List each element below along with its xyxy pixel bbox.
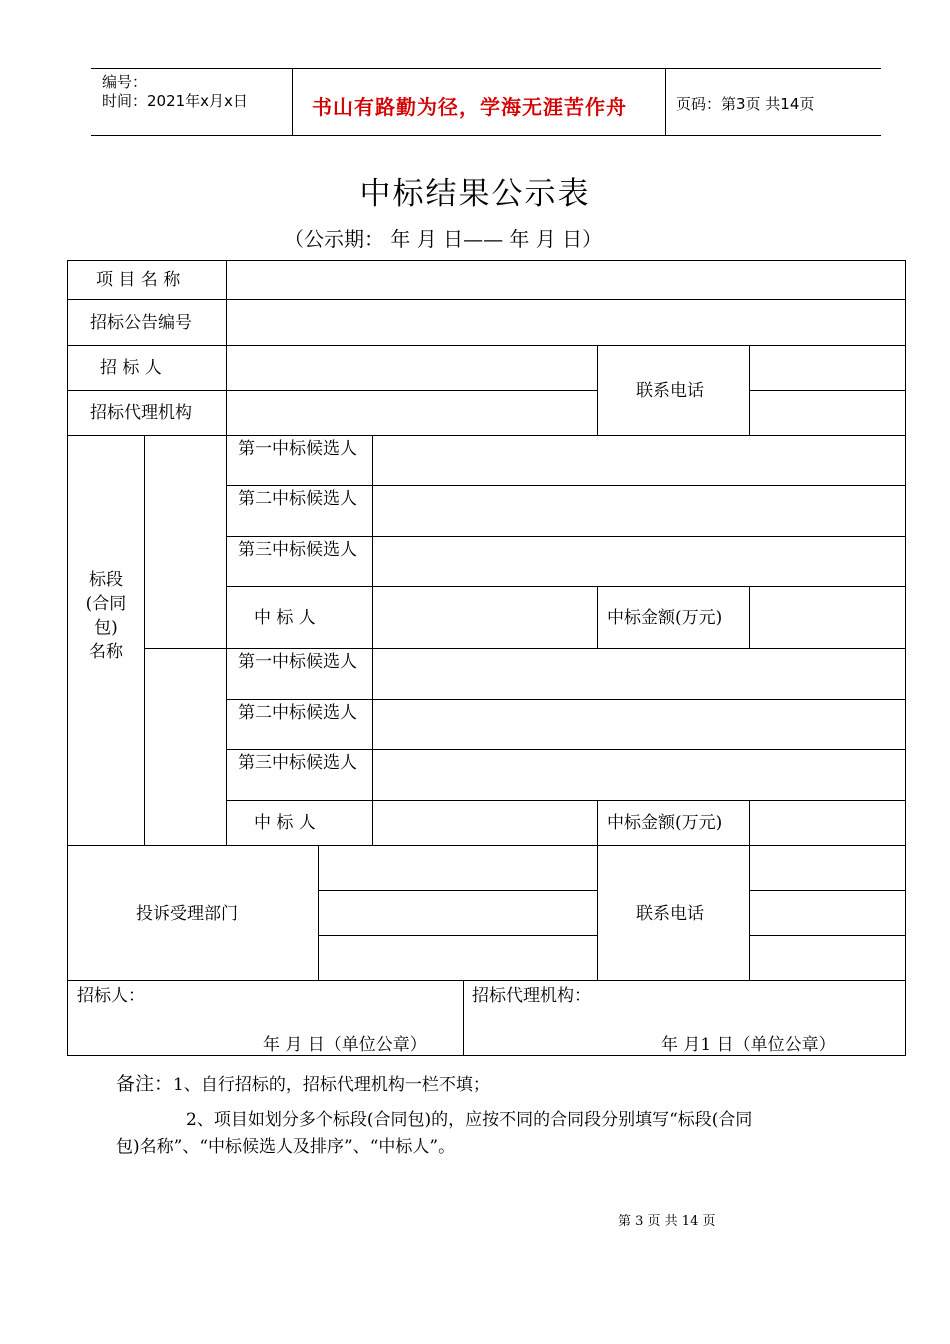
label-tenderer: 招 标 人 [100, 358, 162, 378]
header-divider [665, 69, 666, 136]
label-candidate-3: 第三中标候选人 [238, 540, 357, 560]
label-candidate-2: 第二中标候选人 [238, 489, 357, 509]
label-bid-amount: 中标金额(万元) [607, 608, 723, 628]
date-seal-tenderer: 年 月 日（单位公章） [263, 1035, 427, 1055]
note-2-line1: 2、项目如划分多个标段(合同包)的，应按不同的合同段分别填写“标段(合同 [186, 1110, 753, 1130]
header-divider [292, 69, 293, 136]
label-bid-amount: 中标金额(万元) [607, 813, 723, 833]
label-complaint-dept: 投诉受理部门 [136, 904, 238, 924]
label-notice-number: 招标公告编号 [90, 313, 192, 333]
label-project-name: 项 目 名 称 [96, 270, 181, 290]
label-winner: 中 标 人 [254, 813, 316, 833]
page-indicator: 页码：第3页 共14页 [676, 95, 815, 113]
page-title: 中标结果公示表 [359, 176, 591, 212]
label-candidate-2: 第二中标候选人 [238, 703, 357, 723]
note-2-line2: 包)名称”、“中标候选人及排序”、“中标人”。 [116, 1137, 456, 1157]
label-section-name: 标段 (合同 包) 名称 [85, 570, 127, 662]
label-candidate-3: 第三中标候选人 [238, 753, 357, 773]
label-contact-phone: 联系电话 [636, 381, 704, 401]
label-contact-phone: 联系电话 [636, 904, 704, 924]
label-agency: 招标代理机构 [90, 403, 192, 423]
doc-number-label: 编号： [102, 73, 148, 91]
label-candidate-1: 第一中标候选人 [238, 652, 357, 672]
header-top-rule [91, 68, 881, 69]
label-winner: 中 标 人 [254, 608, 316, 628]
label-candidate-1: 第一中标候选人 [238, 439, 357, 459]
doc-time-label: 时间：2021年x月x日 [102, 92, 248, 110]
publicity-period: （公示期： 年 月 日—— 年 月 日） [284, 227, 603, 251]
notes-label: 备注： [116, 1073, 174, 1095]
header-bottom-rule [91, 135, 881, 136]
label-sign-tenderer: 招标人： [77, 986, 145, 1006]
page-footer: 第 3 页 共 14 页 [618, 1214, 716, 1229]
header-slogan: 书山有路勤为径，学海无涯苦作舟 [312, 95, 627, 119]
label-sign-agency: 招标代理机构： [472, 986, 591, 1006]
date-seal-agency: 年 月1 日（单位公章） [661, 1035, 836, 1055]
note-1: 备注：1、自行招标的，招标代理机构一栏不填； [116, 1073, 490, 1095]
